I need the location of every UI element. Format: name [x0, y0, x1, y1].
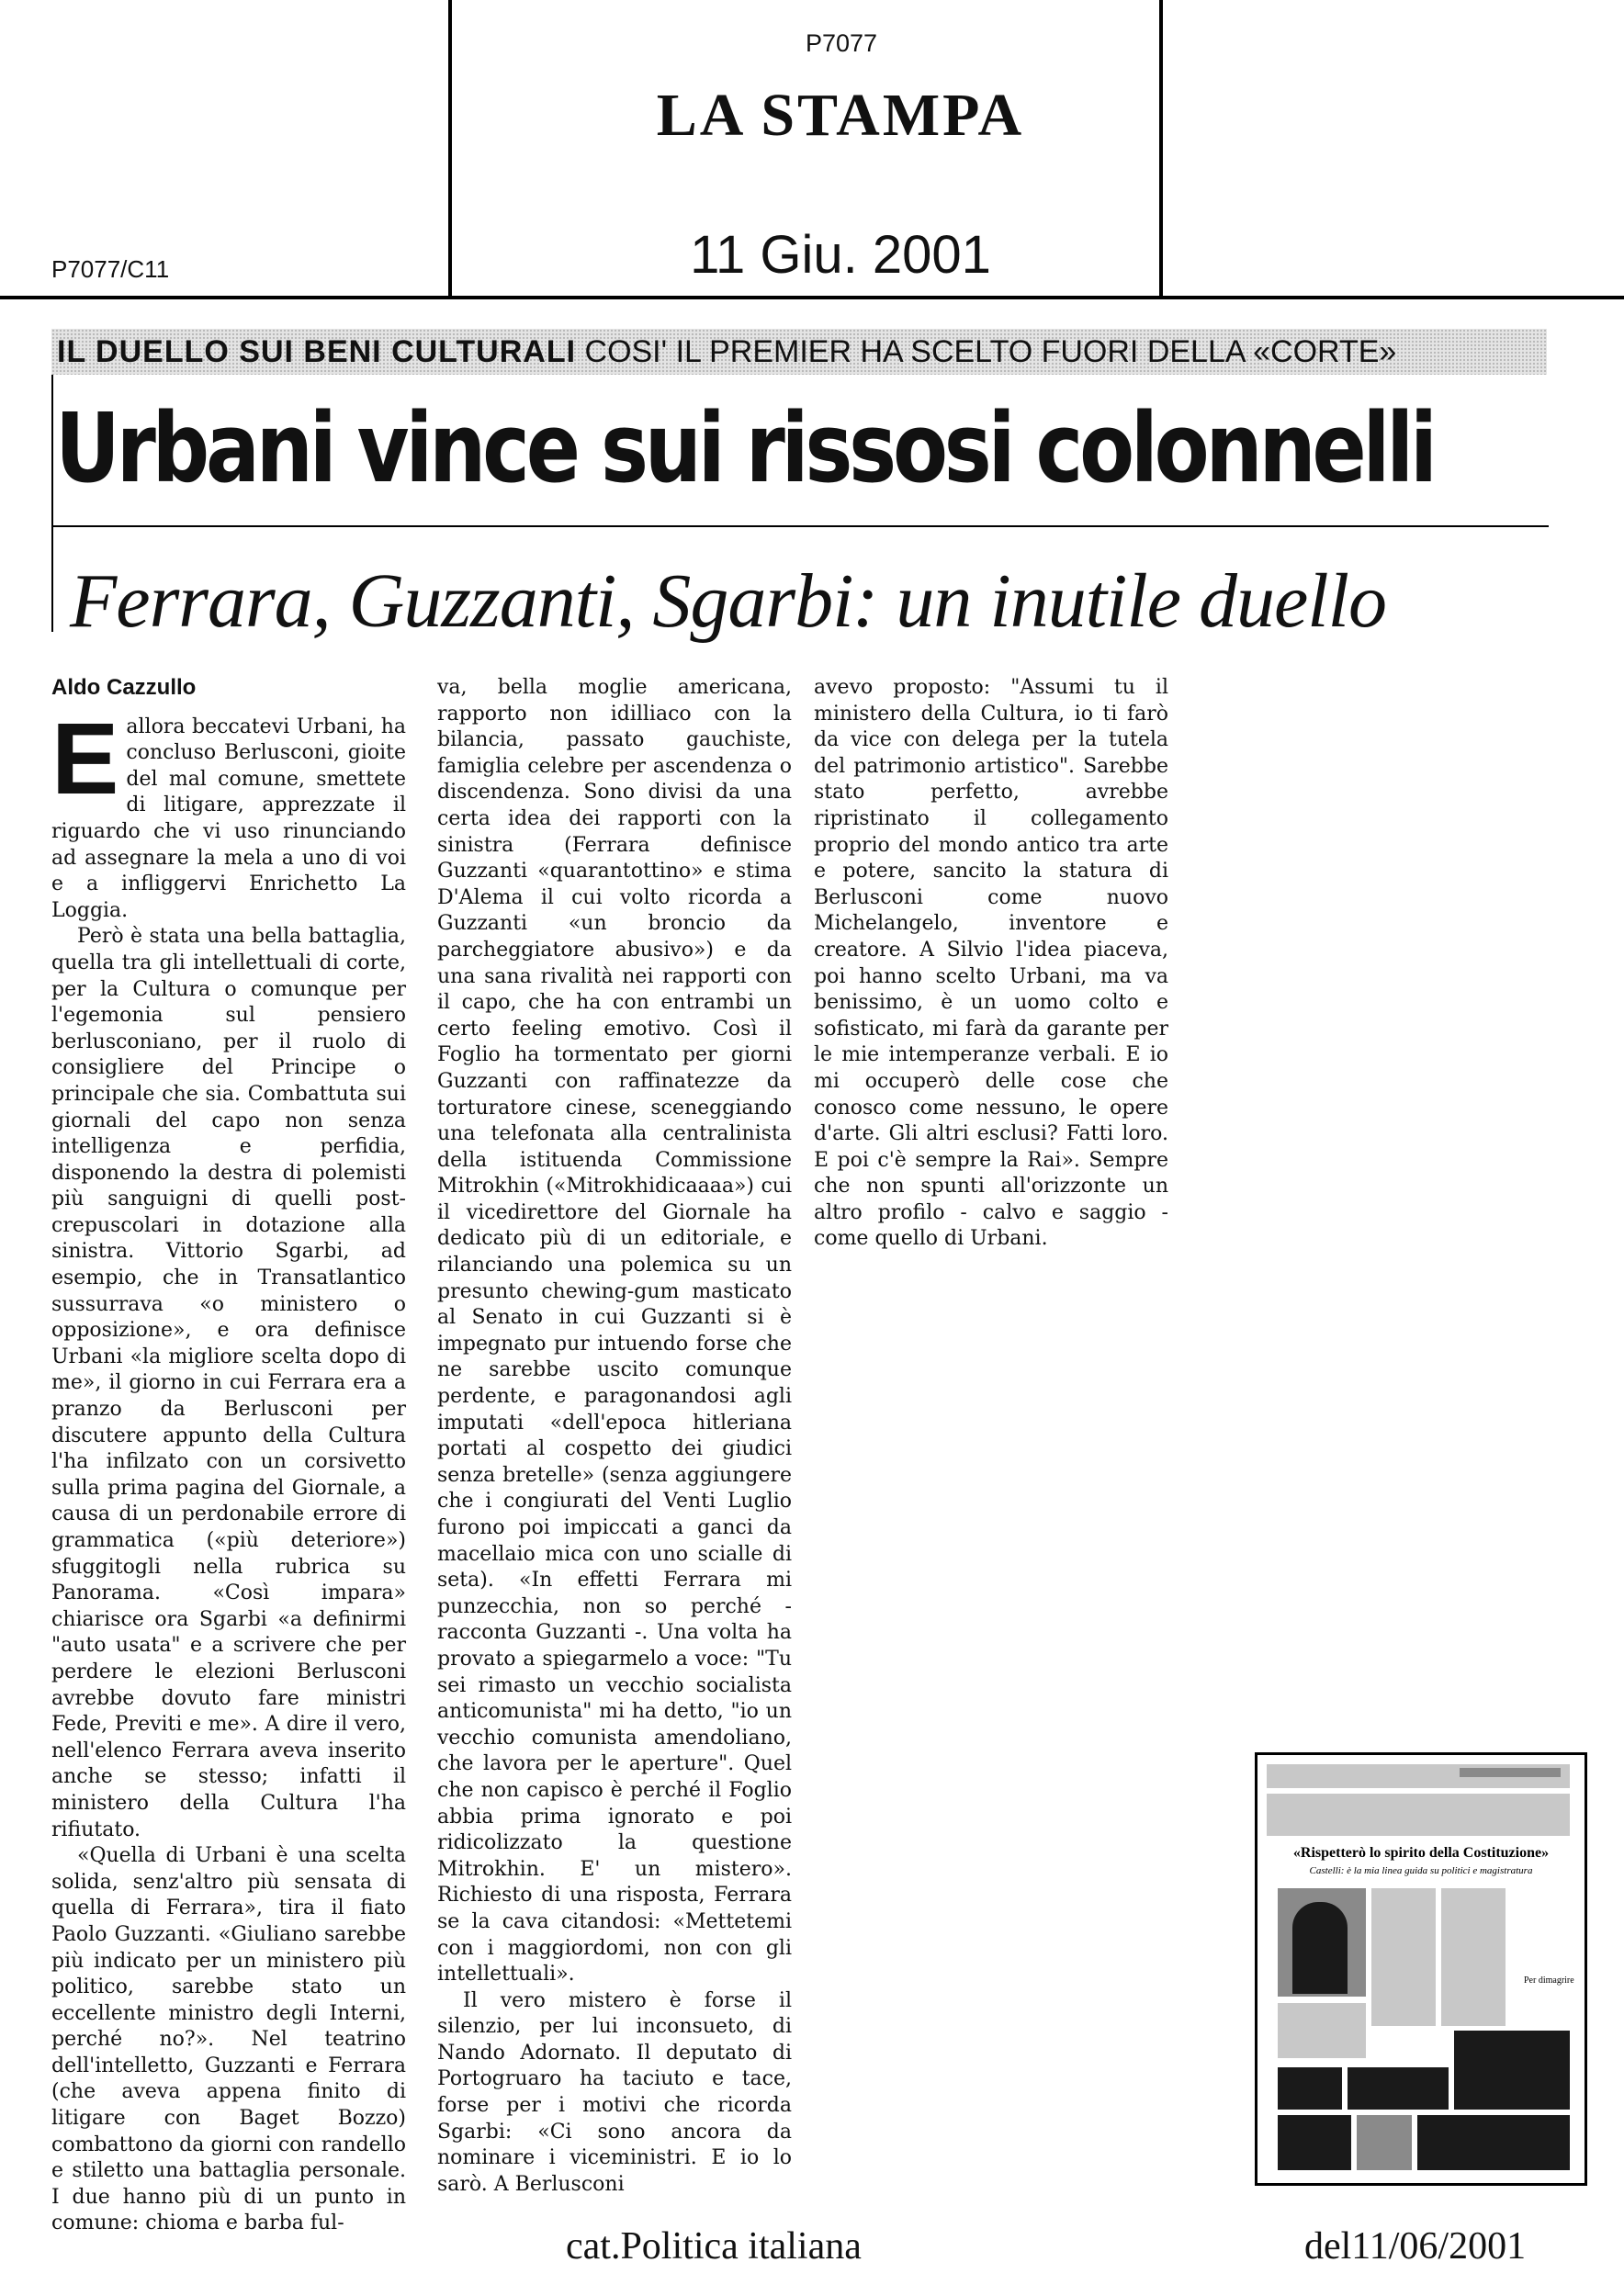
related-page-thumbnail	[1255, 1752, 1587, 2186]
paragraph: Però è stata una bella battaglia, quella tra gli intellettuali di corte, per la Cultura o comunque per l'egemonia sul pensiero berlusconiano, per il ruolo di consigliere del Principe o principale che sia. Combattuta sui giornali del capo non senza intelligenza e perfidia, disponendo la destra di polemisti più sanguigni di quelli post-crepuscolari in dotazione alla sinistra. Vittorio Sgarbi, ad esempio, che in Transatlantico sussurrava «o ministero o opposizione», e ora definisce Urbani «la migliore scelta dopo di me», il giorno in cui Ferrara era a pranzo da Berlusconi per discutere appunto della Cultura l'ha infilzato con un corsivetto sulla prima pagina del Giornale, a causa di un perdonabile errore di grammatica («più deteriore») sfuggitogli nella rubrica su Panorama. «Così impara» chiarisce ora Sgarbi «a definirmi "auto usata" e a scrivere che per perdere le elezioni Berlusconi avrebbe dovuto fare ministri Fede, Previti e me». A dire il vero, nell'elenco Ferrara aveva inserito anche se stesso; infatti il ministero della Cultura l'ha rifiutato.	[51, 925, 406, 1841]
thumb-subhead: Castelli: è la mia linea guida su politici e magistratura	[1309, 1865, 1533, 1876]
thumb-text-col-3	[1278, 2003, 1366, 2058]
kicker-rest: COSI' IL PREMIER HA SCELTO FUORI DELLA «CORTE»	[576, 334, 1397, 369]
paragraph: «Quella di Urbani è una scelta solida, senz'altro più sensata di quella di Ferrara», tira il fiato Paolo Guzzanti. «Giuliano sarebbe più indicato per un ministero più politico, sarebbe stato un eccellente ministro degli Interni, perché no?». Nel teatrino dell'intelletto, Guzzanti e Ferrara (che aveva appena finito di litigare con Baget Bozzo) combattono da giorni con randello e stiletto una battaglia personale. I due hanno più di un punto in comune: chioma e barba ful-	[51, 1844, 406, 2235]
publication-date: 11 Giu. 2001	[690, 225, 991, 285]
thumb-ad-block-3	[1454, 2031, 1570, 2110]
article-column-1	[51, 675, 406, 2237]
thumb-ad-block-6	[1417, 2115, 1570, 2170]
drop-cap: E	[51, 702, 119, 816]
paragraph: avevo proposto: "Assumi tu il ministero della Cultura, io ti farò da vice con delega per la tutela del patrimonio artistico". Sarebbe stato perfetto, avrebbe ripristinato il collegamento proprio del mondo antico tra arte e potere, sancito la statura di Berlusconi come nuovo Michelangelo, inventore e creatore. A Silvio l'idea piaceva, poi hanno scelto Urbani, ma va benissimo, è un uomo colto e sofisticato, mi farà da garante per le mie intemperanze verbali. E io mi occuperò delle cose che conosco come nessuno, le opere d'arte. Gli altri esclusi? Fatti loro. E poi c'è sempre la Rai». Sempre che non spunti all'orizzonte un altro profilo - calvo e saggio - come quello di Urbani.	[814, 676, 1168, 1251]
byline: Aldo Cazzullo	[51, 675, 197, 700]
thumb-ad-block-4	[1278, 2115, 1351, 2170]
thumb-ad-block-5	[1357, 2115, 1412, 2170]
thumb-text-col-2	[1441, 1888, 1506, 2026]
thumb-lead-area	[1267, 1794, 1570, 1836]
thumb-ad-block-1	[1278, 2067, 1342, 2110]
thumb-photo-figure	[1292, 1902, 1348, 1994]
header-divider-left	[448, 0, 452, 296]
thumb-text-col-1	[1371, 1888, 1436, 2026]
subheadline: Ferrara, Guzzanti, Sgarbi: un inutile duello	[70, 558, 1386, 644]
title-frame-left	[51, 375, 53, 632]
clipping-code: P7077/C11	[51, 255, 170, 283]
headline-rule	[53, 525, 1549, 527]
thumb-masthead-bar	[1460, 1768, 1561, 1777]
footer-date: del11/06/2001	[1304, 2225, 1527, 2268]
kicker-banner	[51, 329, 1547, 375]
headline: Urbani vince sui rissosi colonnelli	[55, 392, 1434, 504]
thumb-headline: «Rispetterò lo spirito della Costituzione»	[1292, 1845, 1550, 1861]
article-column-2	[437, 675, 792, 2198]
header-bottom-rule	[0, 296, 1624, 299]
thumb-ad-block-2	[1348, 2067, 1449, 2110]
paragraph-text: allora beccatevi Urbani, ha concluso Berlusconi, gioite del mal comune, smettete di litigare, apprezzate il riguardo che vi uso rinunciando ad assegnare la mela a uno di voi e a infliggervi Enrichetto La Loggia.	[51, 715, 406, 922]
thumb-side-label: Per dimagrire	[1524, 1975, 1574, 1986]
article-column-3	[814, 675, 1168, 1253]
document-code: P7077	[805, 29, 878, 57]
paragraph: Il vero mistero è forse il silenzio, per lui inconsueto, di Nando Adornato. Il deputato di Portogruaro ha taciuto e tace, forse per i motivi che ricorda Sgarbi: «Ci sono ancora da nominare i viceministri. E io lo sarò. A Berlusconi	[437, 1988, 792, 2196]
paragraph	[51, 702, 406, 925]
newspaper-masthead: LA STAMPA	[656, 82, 1025, 149]
kicker-bold: IL DUELLO SUI BENI CULTURALI	[57, 334, 577, 369]
paragraph: va, bella moglie americana, rapporto non idilliaco con la bilancia, passato gauchiste, famiglia celebre per ascendenza o discendenza. Sono divisi da una certa idea dei rapporti con la sinistra (Ferrara definisce Guzzanti «quarantottino» e stima D'Alema il cui volto ricorda a Guzzanti «un broncio da parcheggiatore abusivo») e da una sana rivalità nei rapporti con il capo, che ha con entrambi un certo feeling emotivo. Così il Foglio ha tormentato per giorni Guzzanti con raffinatezze da torturatore cinese, sceneggiando una telefonata alla centralinista della istituenda Commissione Mitrokhin («Mitrokhidicaaaa») cui il vicedirettore del Giornale ha dedicato più di un editoriale, e rilanciando una polemica su un presunto chewing-gum masticato al Senato in cui Guzzanti si è impegnato pur intuendo forse che ne sarebbe uscito comunque perdente, e paragonandosi agli imputati «dell'epoca hitleriana portati al cospetto dei giudici senza bretelle» (senza aggiungere che i congiurati del Venti Luglio furono poi impiccati a ganci da macellaio mica con uno scialle di seta). «In effetti Ferrara mi punzecchia, non so perché - racconta Guzzanti -. Una volta ha provato a spiegarmelo a voce: "Tu sei rimasto un vecchio socialista anticomunista" mi ha detto, "io un vecchio comunista amendoliano, che lavora per le aperture". Quel che non capisco è perché il Foglio abbia prima ignorato e poi ridicolizzato la questione Mitrokhin. E' un mistero». Richiesto di una risposta, Ferrara se la cava citandosi: «Mettetemi con i maggiordomi, non con gli intellettuali».	[437, 676, 792, 1986]
footer-category: cat.Politica italiana	[566, 2225, 862, 2268]
